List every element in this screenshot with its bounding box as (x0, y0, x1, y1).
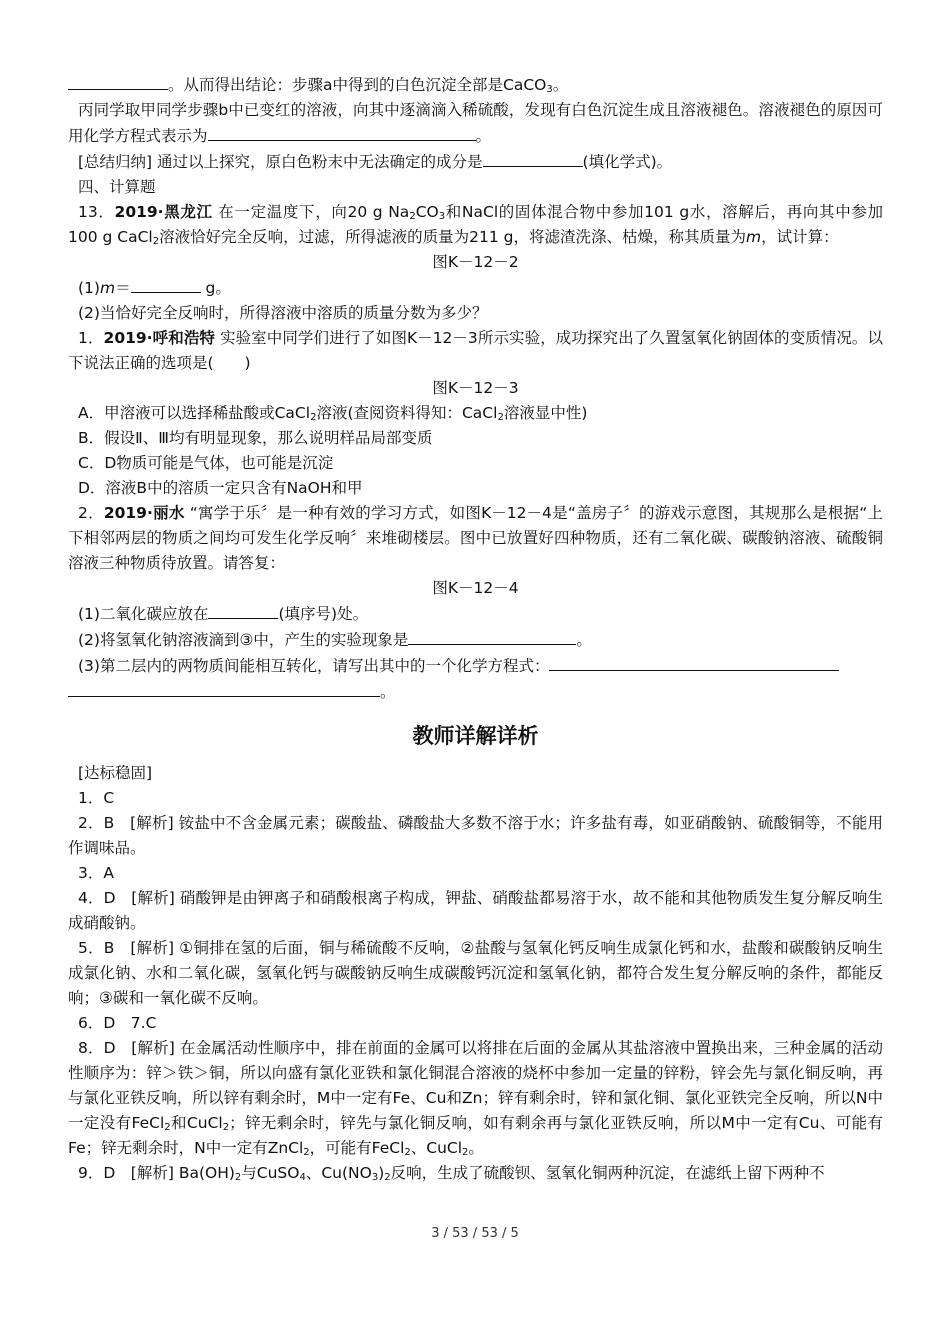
section-heading: 四、计算题 (78, 178, 156, 196)
line-conclusion: 。从而得出结论：步骤a中得到的白色沉淀全部是CaCO$_3$。 (68, 72, 883, 98)
option-c: C．D物质可能是气体，也可能是沉淀 (78, 454, 334, 472)
question-source: 2019·呼和浩特 (103, 329, 215, 347)
question-2-part-2: (2)将氢氧化钠溶液滴到③中，产生的实验现象是 。 (68, 627, 883, 653)
answer-5: 5．B [解析] ①铜排在氢的后面，铜与稀硫酸不反响，②盐酸与氢氧化钙反响生成氯化钙和水，盐酸和碳酸钠反响生成氯化钠、水和二氧化碳，氢氧化钙与碳酸钠反响生成碳酸钙沉淀和氢氧化钠，都符合发生复分解反响的条件，都能反响；③碳和一氧化碳不反响。 (68, 939, 883, 1007)
option-b: B．假设Ⅱ、Ⅲ均有明显现象，那么说明样品局部变质 (78, 429, 433, 447)
question-13-part-1: (1)m＝ g。 (68, 275, 883, 301)
answer-blank (408, 627, 576, 645)
answer-blank (68, 72, 168, 90)
figure-caption: 图K－12－4 (432, 579, 519, 597)
answer-blank (483, 149, 583, 167)
answer-blank (68, 679, 380, 697)
question-2-part-1: (1)二氧化碳应放在 (填序号)处。 (68, 601, 883, 627)
answer-4: 4．D [解析] 硝酸钾是由钾离子和硝酸根离子构成，钾盐、硝酸盐都易溶于水，故不能和其他物质发生复分解反响生成硝酸钠。 (68, 889, 883, 932)
figure-caption: 图K－12－2 (432, 253, 519, 271)
question-source: 2019·丽水 (103, 504, 185, 522)
question-13-part-2: (2)当恰好完全反响时，所得溶液中溶质的质量分数为多少？ (78, 304, 488, 322)
question-2-part-3-cont: 。 (68, 679, 883, 705)
answer-blank (208, 601, 278, 619)
option-d: D．溶液B中的溶质一定只含有NaOH和甲 (78, 479, 363, 497)
option-a: A．甲溶液可以选择稀盐酸或CaCl$_2$溶液(查阅资料得知：CaCl$_2$溶液显中性) (78, 404, 588, 423)
document-page (68, 72, 883, 1186)
answer-8: 8．D [解析] 在金属活动性顺序中，排在前面的金属可以将排在后面的金属从其盐溶液中置换出来，三种金属的活动性顺序为：锌＞铁＞铜，所以向盛有氯化亚铁和氯化铜混合溶液的烧杯中参加一定量的锌粉，锌会先与氯化铜反响，再与氯化亚铁反响，所以锌有剩余时，M中一定有Fe、Cu和Zn；锌有剩余时，锌和氯化铜、氯化亚铁完全反响，所以N中一定没有FeCl$_2$和CuCl$_2$；锌无剩余时，锌先与氯化铜反响，如有剩余再与氯化亚铁反响，所以M中一定有Cu、可能有Fe；锌无剩余时，N中一定有ZnCl$_2$，可能有FeCl$_2$、CuCl$_2$。 (68, 1039, 883, 1158)
question-2-part-3: (3)第二层内的两物质间能相互转化，请写出其中的一个化学方程式： (68, 653, 883, 679)
answer-blank (131, 275, 201, 293)
answer-1: 1．C (78, 789, 115, 807)
answers-heading: [达标稳固] (78, 764, 153, 782)
page-footer: 3 / 53 / 53 / 5 (431, 1226, 519, 1241)
answer-3: 3．A (78, 864, 114, 882)
para-bing-student: 丙同学取甲同学步骤b中已变红的溶液，向其中逐滴滴入稀硫酸，发现有白色沉淀生成且溶液褪色。溶液褪色的原因可用化学方程式表示为 。 (68, 101, 883, 145)
question-source: 2019·黑龙江 (114, 203, 213, 221)
question-2: 2．2019·丽水 “寓学于乐〞是一种有效的学习方式，如图K－12－4是“盖房子〞的游戏示意图，其规那么是根据“上下相邻两层的物质之间均可发生化学反响〞来堆砌楼层。图中已放置好四种物质，还有二氧化碳、碳酸钠溶液、硫酸铜溶液三种物质待放置。请答复： (68, 504, 883, 572)
answer-9: 9．D [解析] $Ba(OH)_2$与CuSO$_4$、$Cu(NO_3)_2$反响，生成了硫酸钡、氢氧化铜两种沉淀，在滤纸上留下两种不 (78, 1164, 825, 1183)
para-summary: [总结归纳] 通过以上探究，原白色粉末中无法确定的成分是 (填化学式)。 (68, 149, 883, 175)
section-title: 教师详解详析 (412, 724, 539, 748)
answer-blank (549, 653, 839, 671)
answer-blank (208, 123, 476, 141)
question-1: 1．2019·呼和浩特 实验室中同学们进行了如图K－12－3所示实验，成功探究出了久置氢氧化钠固体的变质情况。以下说法正确的选项是( ) (68, 329, 883, 372)
figure-caption: 图K－12－3 (432, 379, 519, 397)
answer-2: 2．B [解析] 铵盐中不含金属元素；碳酸盐、磷酸盐大多数不溶于水；许多盐有毒，如亚硝酸钠、硫酸铜等，不能用作调味品。 (68, 814, 883, 857)
answer-6-7: 6．D 7.C (78, 1014, 157, 1032)
question-13: 13．2019·黑龙江 在一定温度下，向20 g $Na_2CO_3$和NaCl的固体混合物中参加101 g水，溶解后，再向其中参加100 g CaCl$_2$溶液恰好完全反响，过滤，所得滤液的质量为211 g，将滤渣洗涤、枯燥，称其质量为m，试计算： (68, 203, 884, 247)
